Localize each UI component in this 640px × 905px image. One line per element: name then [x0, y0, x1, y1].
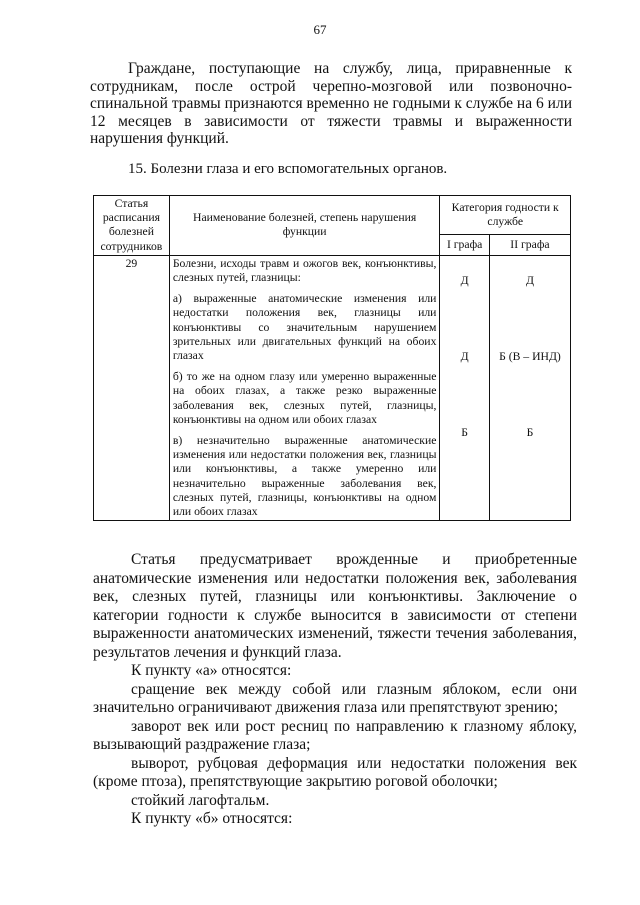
- header-col2: II графа: [489, 234, 570, 255]
- table-intro: Болезни, исходы травм и ожогов век, конъюнктивы, слезных путей, глазницы:: [169, 255, 440, 286]
- header-col1: I графа: [440, 234, 489, 255]
- body-paragraph-6: стойкий лагофтальм.: [131, 791, 270, 809]
- header-article: Статья расписания болезней сотрудников: [94, 196, 170, 256]
- page-number: 67: [313, 22, 327, 37]
- disease-table: [93, 195, 571, 521]
- grade-b-col1: Д: [460, 349, 469, 363]
- body-paragraph-1: Статья предусматривает врожденные и приобретенные анатомические изменения или недостатки положения век, заболевания век, слезных путей, глазницы или конъюнктивы. Заключение о категории годности к службе выносится в зависимости от степени выраженности анатомических изменений, тяжести течения заболевания, результатов лечения и функций глаза.: [93, 551, 577, 661]
- grade-a-col1: Д: [460, 273, 469, 287]
- body-paragraph-3: сращение век между собой или глазным яблоком, если они значительно ограничивают движения глаза или препятствуют зрению;: [93, 680, 577, 716]
- article-number: 29: [94, 255, 170, 520]
- section-heading: 15. Болезни глаза и его вспомогательных органов.: [128, 161, 448, 177]
- row-b-desc: б) то же на одном глазу или умеренно выраженные на обоих глазах, а также резко выраженные заболевания век, слезных путей, глазницы, конъюнктивы на одном или обоих глазах: [169, 364, 440, 428]
- row-c-desc: в) незначительно выраженные анатомические изменения или недостатки положения век, глазницы или конъюнктивы, а также умеренно или незначительно выраженные заболевания век, слезных путей, глазницы, конъюнктивы на одном или обоих глазах: [169, 428, 440, 521]
- grade-c-col2: Б: [526, 425, 534, 439]
- grade-c-col1: Б: [461, 425, 469, 439]
- body-paragraph-2: К пункту «а» относятся:: [131, 662, 292, 679]
- body-paragraph-7: К пункту «б» относятся:: [131, 810, 293, 827]
- row-a-desc: а) выраженные анатомические изменения или недостатки положения век, глазницы или конъюнктивы со значительным нарушением зрительных или двигательных функций на обоих глазах: [169, 286, 440, 364]
- grade-col1-cell: [440, 255, 489, 520]
- body-paragraph-5: выворот, рубцовая деформация или недостатки положения век (кроме птоза), препятствующие закрытию роговой оболочки;: [93, 754, 577, 790]
- grade-a-col2: Д: [525, 273, 534, 287]
- header-name: Наименование болезней, степень нарушения функции: [169, 196, 440, 256]
- intro-paragraph: Граждане, поступающие на службу, лица, приравненные к сотрудникам, после острой черепно-мозговой или позвоночно-спинальной травмы признаются временно не годными к службе на 6 или 12 месяцев в зависимости от тяжести травмы и выраженности нарушения функций.: [90, 60, 572, 147]
- body-paragraph-4: заворот век или рост ресниц по направлению к глазному яблоку, вызывающий раздражение глаза;: [93, 717, 577, 753]
- grade-col2-cell: [489, 255, 570, 520]
- grade-b-col2: Б (В – ИНД): [499, 349, 561, 363]
- header-category: Категория годности к службе: [440, 196, 571, 235]
